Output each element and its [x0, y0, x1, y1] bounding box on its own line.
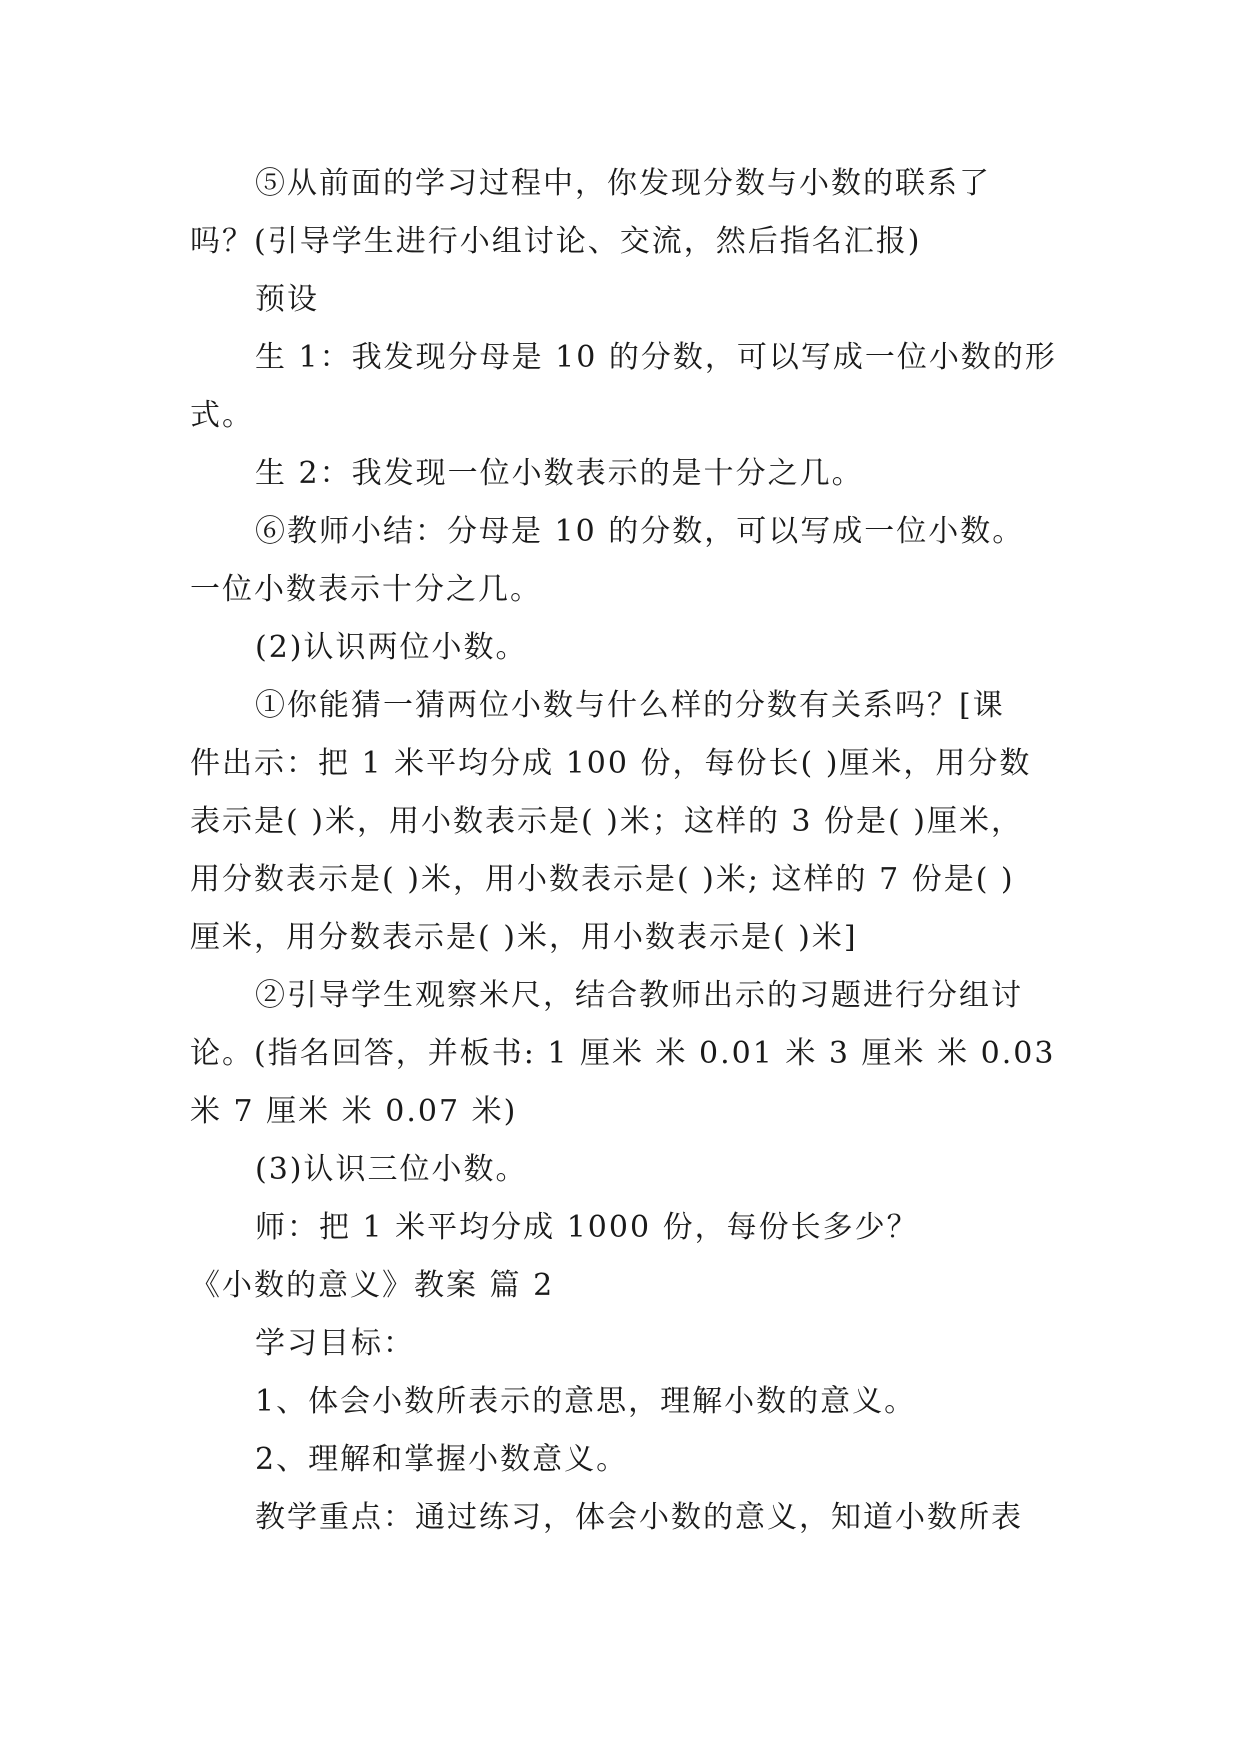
paragraph-line: ⑥教师小结：分母是 10 的分数，可以写成一位小数。	[255, 514, 1025, 549]
paragraph-line: 式。	[190, 398, 254, 433]
paragraph-line: ⑤从前面的学习过程中，你发现分数与小数的联系了	[255, 166, 991, 201]
paragraph-line: 学习目标：	[255, 1326, 415, 1361]
paragraph-line: 件出示：把 1 米平均分成 100 份，每份长( )厘米，用分数	[190, 746, 1032, 781]
paragraph-line: ②引导学生观察米尺，结合教师出示的习题进行分组讨	[255, 978, 1023, 1013]
paragraph-line: 教学重点：通过练习，体会小数的意义，知道小数所表	[255, 1500, 1023, 1535]
paragraph-line: 2、理解和掌握小数意义。	[255, 1442, 629, 1477]
paragraph-line: (3)认识三位小数。	[255, 1152, 528, 1187]
paragraph-line: 1、体会小数所表示的意思，理解小数的意义。	[255, 1384, 917, 1419]
paragraph-line: 生 2：我发现一位小数表示的是十分之几。	[255, 456, 864, 491]
paragraph-line: 生 1：我发现分母是 10 的分数，可以写成一位小数的形	[255, 340, 1057, 375]
paragraph-line: 师：把 1 米平均分成 1000 份，每份长多少？	[255, 1210, 919, 1245]
paragraph-line: 表示是( )米，用小数表示是( )米；这样的 3 份是( )厘米，	[190, 804, 1023, 839]
paragraph-line: 用分数表示是( )米，用小数表示是( )米; 这样的 7 份是( )	[190, 862, 1015, 897]
paragraph-line: 厘米，用分数表示是( )米，用小数表示是( )米]	[190, 920, 858, 955]
paragraph-line: ①你能猜一猜两位小数与什么样的分数有关系吗？[课	[255, 688, 1005, 723]
paragraph-line: 一位小数表示十分之几。	[190, 572, 542, 607]
paragraph-line: (2)认识两位小数。	[255, 630, 528, 665]
paragraph-line: 论。(指名回答，并板书: 1 厘米 米 0.01 米 3 厘米 米 0.03	[190, 1036, 1056, 1071]
paragraph-line: 米 7 厘米 米 0.07 米)	[190, 1094, 518, 1129]
paragraph-line: 吗？(引导学生进行小组讨论、交流，然后指名汇报)	[190, 224, 922, 259]
section-heading: 《小数的意义》教案 篇 2	[190, 1268, 555, 1303]
paragraph-line: 预设	[255, 282, 319, 317]
